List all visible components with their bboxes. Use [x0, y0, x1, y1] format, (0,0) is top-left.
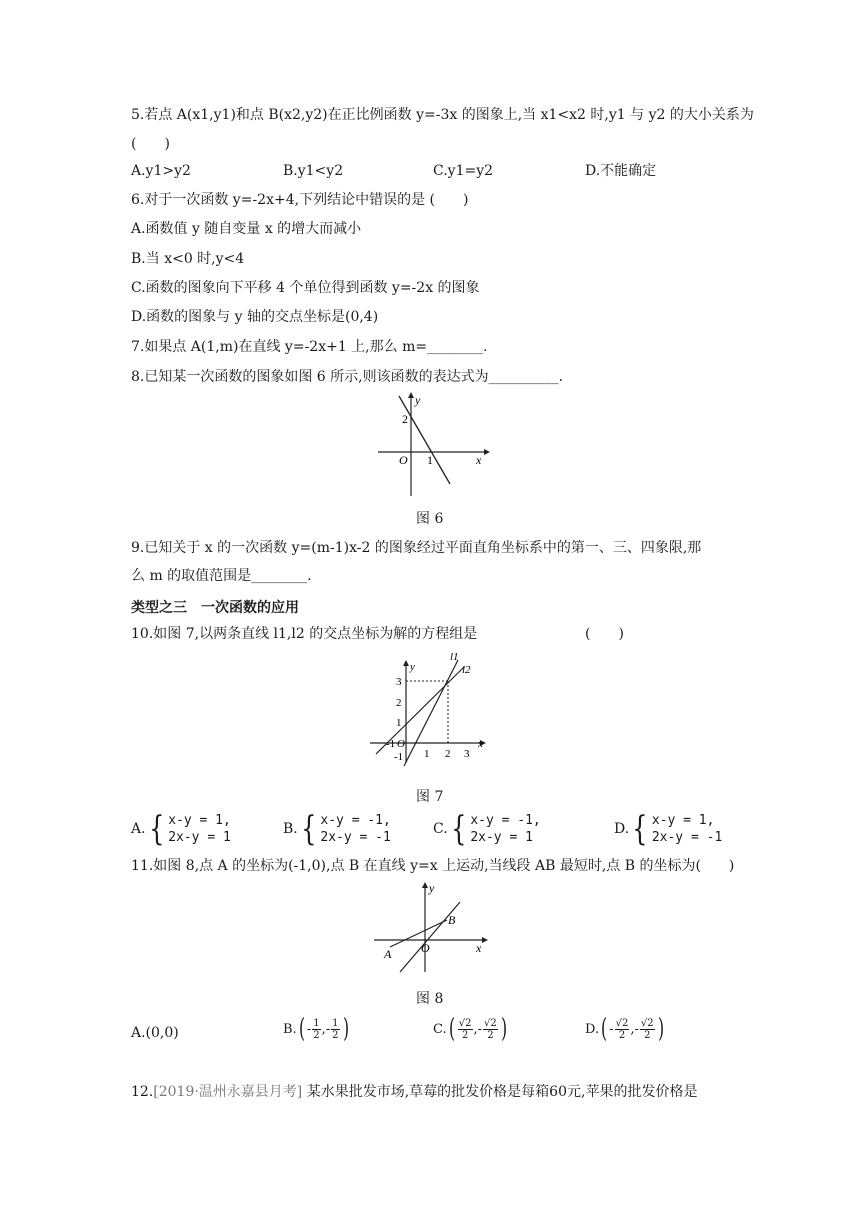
q10-option-a-eq2: 2x-y = 1	[168, 830, 231, 845]
fig8-point-a-label: A	[384, 947, 392, 961]
q10-option-a-letter: A.	[131, 821, 146, 837]
q11-b-den2: 2	[332, 1029, 339, 1041]
q11-c-den1: 2	[461, 1029, 469, 1041]
q11-d-num2: √2	[640, 1017, 654, 1029]
q10-option-d-eq2: 2x-y = -1	[651, 830, 723, 845]
q5-option-c: C.y1=y2	[433, 163, 494, 179]
q11-option-c: C. ( √2 2 ,- √2 2 )	[433, 1014, 507, 1044]
brace-icon: {	[300, 809, 317, 849]
q11-b-den1: 2	[313, 1029, 320, 1041]
fig7-yneg1-label: -1	[394, 751, 404, 763]
q5-option-d: D.不能确定	[585, 163, 657, 179]
q10-option-c-eq2: 2x-y = 1	[470, 830, 533, 845]
fig6-y-intercept-label: 2	[402, 412, 408, 426]
q10-option-a-eq1: x-y = 1,	[168, 813, 231, 828]
q11-b-num1: 1	[313, 1017, 320, 1029]
fig7-x3-label: 3	[464, 748, 470, 760]
q10-stem: 10.如图 7,以两条直线 l1,l2 的交点坐标为解的方程组是	[131, 626, 478, 642]
q6-option-a: A.函数值 y 随自变量 x 的增大而减小	[131, 221, 362, 237]
q12-source: [2019·温州永嘉县月考]	[153, 1084, 303, 1100]
q10-paren: ( )	[585, 626, 624, 642]
brace-icon: {	[450, 809, 467, 849]
figure-7-caption: 图 7	[416, 789, 444, 805]
q11-stem: 11.如图 8,点 A 的坐标为(-1,0),点 B 在直线 y=x 上运动,当线段 AB 最短时,点 B 的坐标为( )	[131, 858, 735, 874]
q11-d-den2: 2	[644, 1029, 651, 1041]
q10-option-c-letter: C.	[433, 821, 448, 837]
q10-option-b-eq1: x-y = -1,	[320, 813, 391, 828]
q11-d-num1: √2	[615, 1017, 629, 1029]
fig8-y-label: y	[429, 881, 435, 895]
figure-8-caption: 图 8	[416, 991, 444, 1007]
q10-option-d-letter: D.	[614, 821, 630, 837]
q11-d-den1: 2	[618, 1029, 626, 1041]
fig7-y-label: y	[410, 661, 415, 673]
q5-option-a: A.y1>y2	[131, 163, 191, 179]
fig6-origin-label: O	[399, 453, 408, 467]
q11-option-a: A.(0,0)	[131, 1025, 179, 1041]
figure-8-graph	[372, 880, 492, 975]
q6-option-b: B.当 x<0 时,y<4	[131, 251, 245, 267]
q9-stem-line1: 9.已知关于 x 的一次函数 y=(m-1)x-2 的图象经过平面直角坐标系中的第一、三、四象限,那	[131, 540, 702, 556]
q11-option-b: B. ( - 1 2 ,- 1 2 )	[283, 1014, 349, 1044]
q6-option-d: D.函数的图象与 y 轴的交点坐标是(0,4)	[131, 309, 379, 325]
q11-option-b-letter: B.	[283, 1021, 297, 1037]
section-heading: 类型之三 一次函数的应用	[131, 600, 299, 616]
q6-option-c: C.函数的图象向下平移 4 个单位得到函数 y=-2x 的图象	[131, 280, 480, 296]
fig7-l2-label: l2	[462, 664, 471, 676]
fig7-y2-label: 2	[396, 697, 402, 709]
q11-b-num2: 1	[332, 1017, 339, 1029]
fig6-y-label: y	[415, 393, 421, 407]
fig7-x2-label: 2	[445, 748, 451, 760]
fig7-y1-label: 1	[396, 717, 402, 729]
fig7-y3-label: 3	[396, 676, 402, 688]
figure-6-caption: 图 6	[416, 511, 444, 527]
q6-stem: 6.对于一次函数 y=-2x+4,下列结论中错误的是 ( )	[131, 192, 469, 208]
q10-option-b	[283, 809, 391, 849]
q12-stem	[131, 1083, 697, 1101]
q10-option-b-letter: B.	[283, 821, 298, 837]
q10-option-d-eq1: x-y = 1,	[651, 813, 715, 828]
q11-option-d-letter: D.	[585, 1021, 600, 1037]
q10-option-b-eq2: 2x-y = -1	[320, 830, 391, 845]
q10-option-c	[433, 809, 541, 849]
q11-c-den2: 2	[487, 1029, 494, 1041]
fig7-xneg1-label: -1	[386, 738, 396, 750]
q9-stem-line2: 么 m 的取值范围是________.	[131, 568, 312, 584]
q12-number: 12.	[131, 1084, 154, 1100]
q11-option-c-letter: C.	[433, 1021, 447, 1037]
q12-text: 某水果批发市场,草莓的批发价格是每箱60元,苹果的批发价格是	[302, 1084, 698, 1100]
fig7-x1-label: 1	[424, 748, 430, 760]
q11-c-num2: √2	[484, 1017, 497, 1029]
fig8-x-label: x	[476, 941, 482, 955]
brace-icon: {	[632, 809, 648, 849]
fig7-origin-label: O	[397, 738, 405, 750]
fig6-x-label: x	[476, 453, 482, 467]
fig7-l1-label: l1	[450, 651, 459, 663]
q8-stem: 8.已知某一次函数的图象如图 6 所示,则该函数的表达式为__________.	[131, 369, 564, 385]
figure-6-graph	[372, 392, 492, 502]
q10-option-c-eq1: x-y = -1,	[470, 813, 541, 828]
q11-c-num1: √2	[458, 1017, 472, 1029]
fig8-origin-label: O	[421, 941, 430, 955]
fig8-point-b-label: B	[448, 913, 456, 927]
q10-option-d	[614, 809, 723, 849]
figure-7-graph	[368, 650, 498, 770]
q5-option-b: B.y1<y2	[283, 163, 344, 179]
fig6-x-intercept-label: 1	[427, 453, 433, 467]
q7-stem: 7.如果点 A(1,m)在直线 y=-2x+1 上,那么 m=________.	[131, 339, 488, 355]
q11-option-d: D. ( - √2 2 ,- √2 2 )	[585, 1014, 664, 1044]
q5-paren: ( )	[131, 136, 170, 152]
fig7-x-label: x	[478, 738, 483, 750]
brace-icon: {	[148, 809, 164, 849]
q10-option-a	[131, 809, 231, 849]
q5-stem: 5.若点 A(x1,y1)和点 B(x2,y2)在正比例函数 y=-3x 的图象上,当 x1<x2 时,y1 与 y2 的大小关系为	[131, 107, 754, 123]
